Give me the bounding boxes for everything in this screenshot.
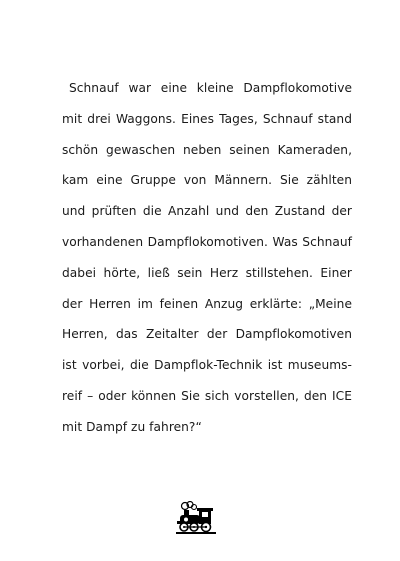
- steam-locomotive-icon: [172, 501, 222, 535]
- story-paragraph: [62, 78, 352, 448]
- story-line: kam eine Gruppe von Männern. Sie zählten: [62, 173, 352, 188]
- story-line: schön gewaschen neben seinen Kameraden,: [62, 142, 352, 157]
- story-line: reif – oder können Sie sich vorstellen, den ICE: [62, 388, 352, 403]
- story-line: der Herren im feinen Anzug erklärte: „Meine: [62, 296, 352, 311]
- story-line: vorhandenen Dampflokomotiven. Was Schnauf: [62, 234, 352, 249]
- story-line: ist vorbei, die Dampflok-Technik ist museums-: [62, 358, 352, 373]
- story-line: und prüften die Anzahl und den Zustand der: [62, 204, 352, 219]
- story-line: mit drei Waggons. Eines Tages, Schnauf stand: [62, 111, 352, 126]
- story-line: dabei hörte, ließ sein Herz stillstehen. Einer: [62, 265, 352, 280]
- story-line: Schnauf war eine kleine Dampflokomotive: [69, 81, 352, 95]
- story-line: Herren, das Zeitalter der Dampflokomotiven: [62, 327, 352, 342]
- story-line: mit Dampf zu fahren?“: [62, 419, 202, 434]
